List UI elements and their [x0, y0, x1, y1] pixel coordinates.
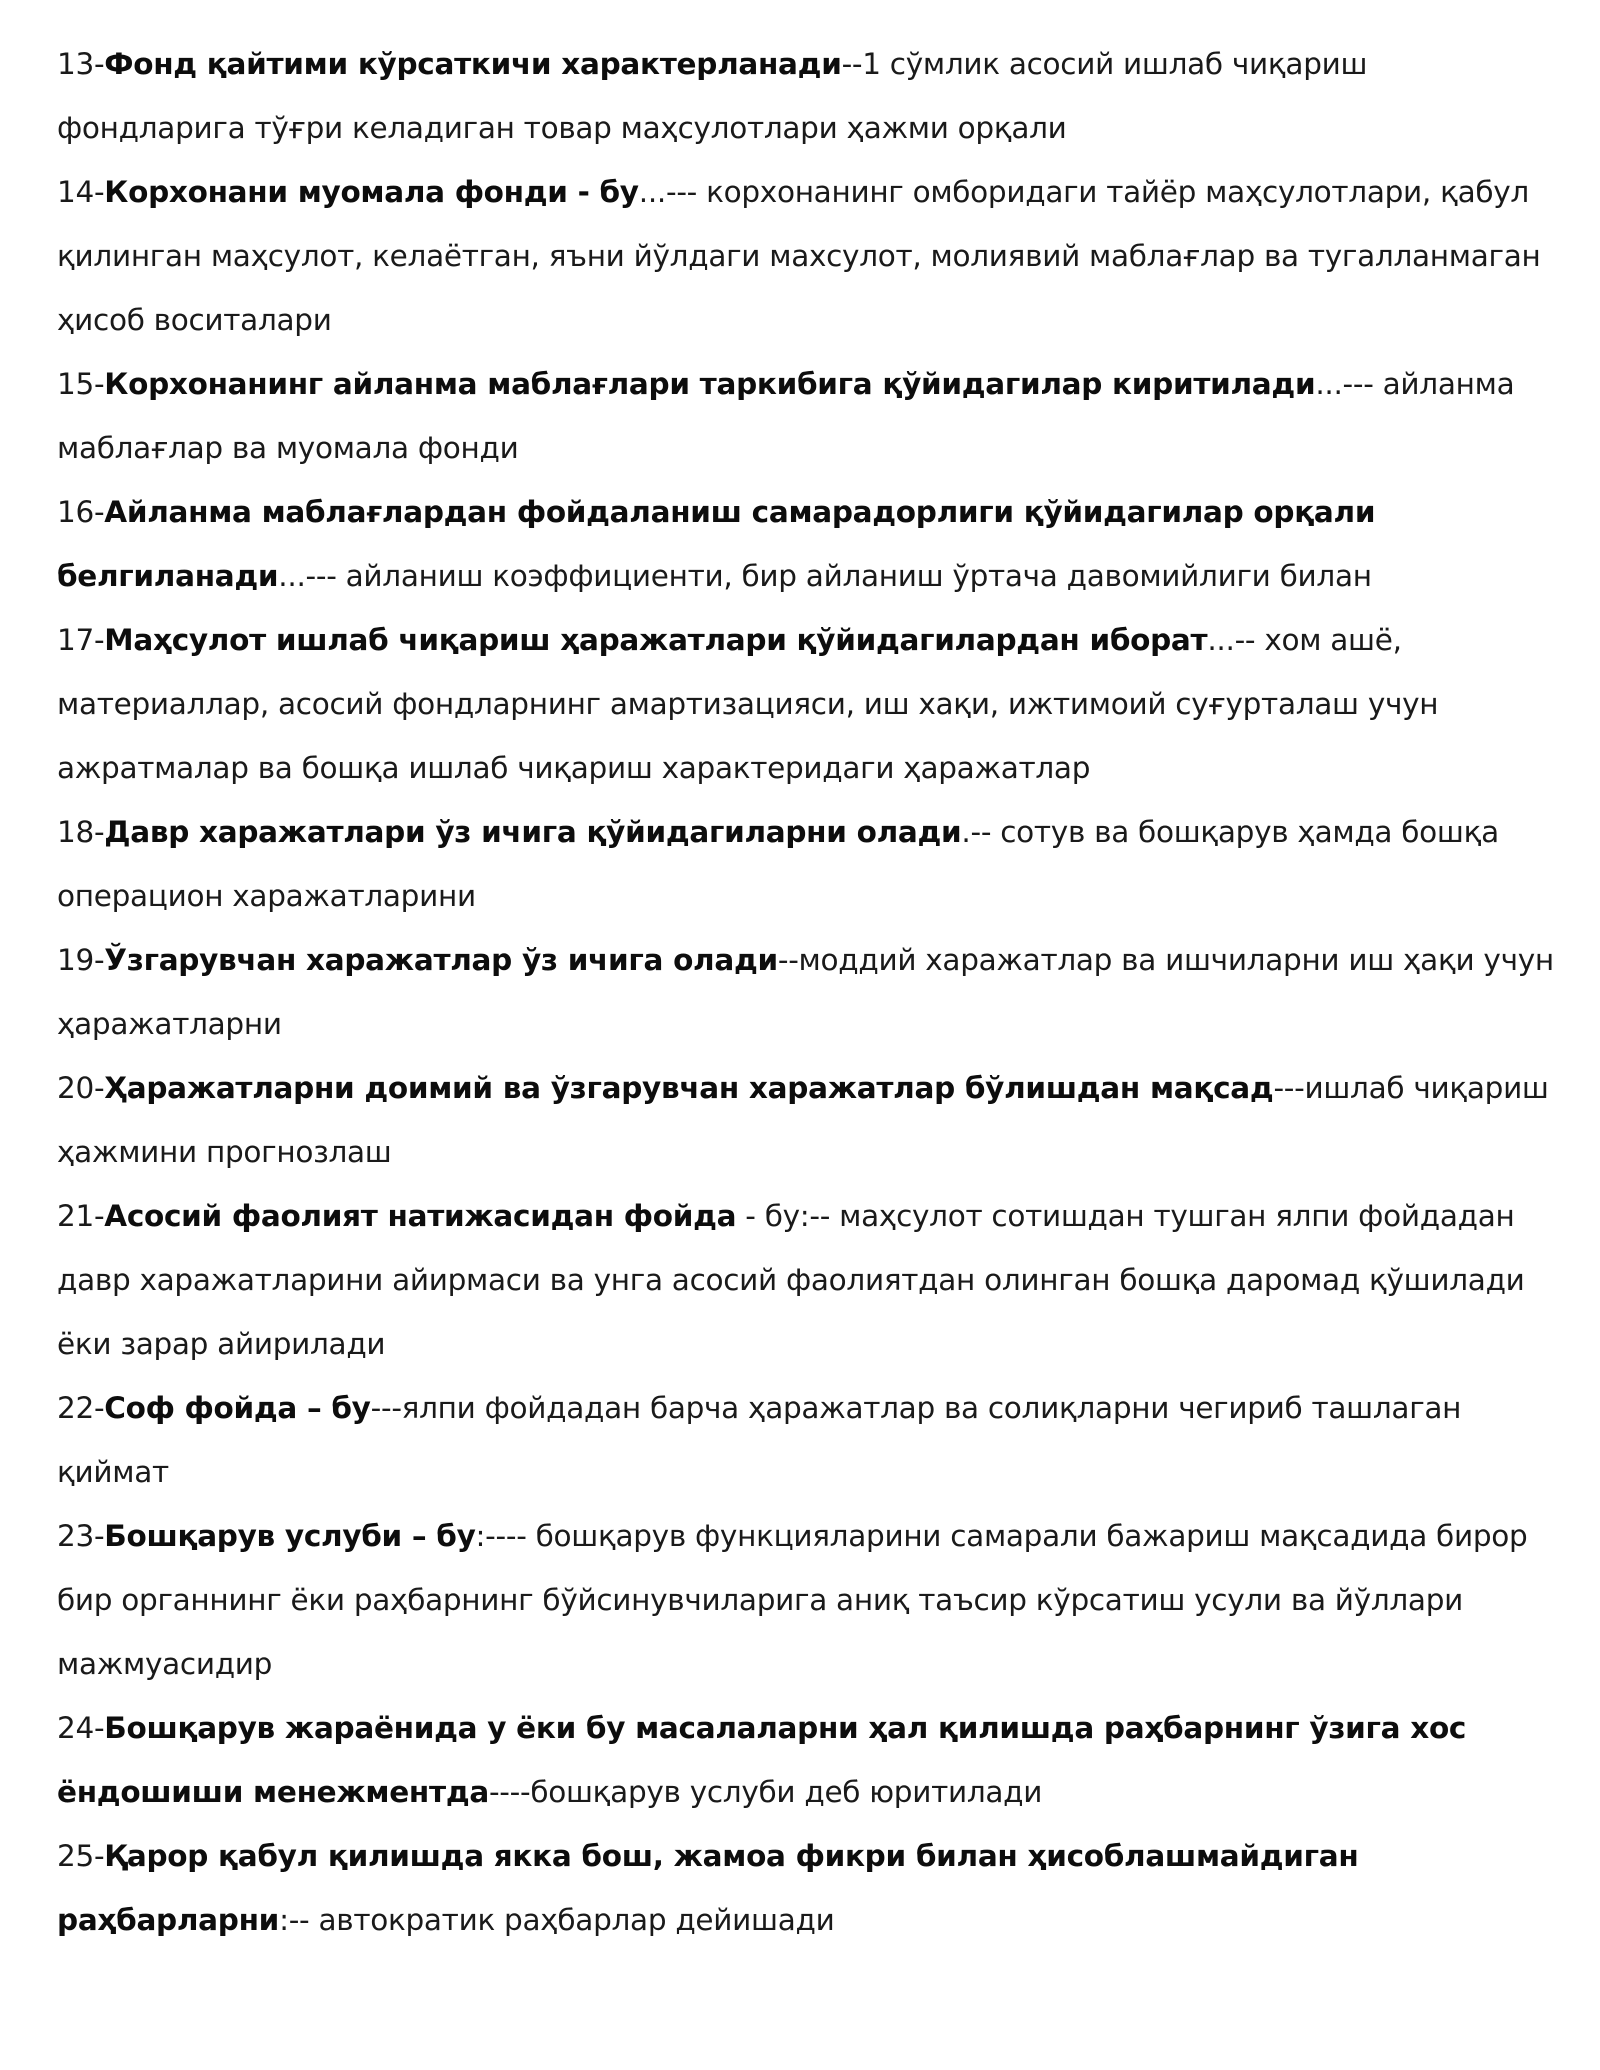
entry-25 — [57, 1824, 1557, 1952]
entry-answer: ...-- хом ашё, материаллар, асосий фондларнинг амартизацияси, иш хақи, ижтимоий суғурталаш учун ажратмалар ва бошқа ишлаб чиқариш характеридаги ҳаражатлар — [57, 623, 1439, 785]
entry-17 — [57, 608, 1557, 800]
entry-18 — [57, 800, 1557, 928]
entry-number: 22- — [57, 1391, 105, 1425]
entry-question: Айланма маблағлардан фойдаланиш самарадорлиги қўйидагилар орқали белгиланади — [57, 495, 1376, 593]
entry-21 — [57, 1184, 1557, 1376]
entry-question: Давр харажатлари ўз ичига қўйидагиларни олади — [104, 815, 962, 849]
entry-question: Қарор қабул қилишда якка бош, жамоа фикри билан ҳисоблашмайдиган раҳбарларни — [57, 1839, 1359, 1937]
entry-number: 21- — [57, 1199, 105, 1233]
entry-answer: .-- сотув ва бошқарув ҳамда бошқа операцион харажатларини — [57, 815, 1499, 913]
entry-number: 18- — [57, 815, 105, 849]
entry-question: Соф фойда – бу — [104, 1391, 371, 1425]
entry-number: 20- — [57, 1071, 105, 1105]
entry-answer: ...--- айланиш коэффициенти, бир айланиш ўртача давомийлиги билан — [278, 559, 1372, 593]
entry-answer: --моддий харажатлар ва ишчиларни иш ҳақи учун ҳаражатларни — [57, 943, 1554, 1041]
entry-16 — [57, 480, 1557, 608]
entry-number: 23- — [57, 1519, 105, 1553]
document-page — [57, 32, 1557, 1952]
entry-answer: --1 сўмлик асосий ишлаб чиқариш фондларига тўғри келадиган товар маҳсулотлари ҳажми орқали — [57, 47, 1368, 145]
entry-22 — [57, 1376, 1557, 1504]
entry-question: Ўзгарувчан харажатлар ўз ичига олади — [104, 943, 778, 977]
entry-24 — [57, 1696, 1557, 1824]
entry-number: 19- — [57, 943, 105, 977]
entry-20 — [57, 1056, 1557, 1184]
entry-number: 14- — [57, 175, 105, 209]
entry-number: 15- — [57, 367, 105, 401]
entry-19 — [57, 928, 1557, 1056]
entry-number: 25- — [57, 1839, 105, 1873]
entry-number: 16- — [57, 495, 105, 529]
entry-question: Асосий фаолият натижасидан фойда — [104, 1199, 737, 1233]
entry-number: 24- — [57, 1711, 105, 1745]
entry-answer: ---ялпи фойдадан барча ҳаражатлар ва солиқларни чегириб ташлаган қиймат — [57, 1391, 1462, 1489]
entry-answer: :-- автократик раҳбарлар дейишади — [279, 1903, 835, 1937]
entry-14 — [57, 160, 1557, 352]
entry-answer: ---ишлаб чиқариш ҳажмини прогнозлаш — [57, 1071, 1549, 1169]
entry-answer: - бу:-- маҳсулот сотишдан тушган ялпи фойдадан давр харажатларини айирмаси ва унга асосий фаолиятдан олинган бошқа даромад қўшилади ёки зарар айирилади — [57, 1199, 1525, 1361]
entry-13 — [57, 32, 1557, 160]
entry-answer: :---- бошқарув функцияларини самарали бажариш мақсадида бирор бир органнинг ёки раҳбарнинг бўйсинувчиларига аниқ таъсир кўрсатиш усули ва йўллари мажмуасидир — [57, 1519, 1528, 1681]
entry-number: 13- — [57, 47, 105, 81]
entry-question: Бошқарув жараёнида у ёки бу масалаларни ҳал қилишда раҳбарнинг ўзига хос ёндошиши менежментда — [57, 1711, 1467, 1809]
entry-question: Корхонани муомала фонди - бу — [104, 175, 639, 209]
entry-15 — [57, 352, 1557, 480]
entry-question: Маҳсулот ишлаб чиқариш ҳаражатлари қўйидагилардан иборат — [104, 623, 1208, 657]
entry-answer: ...--- корхонанинг омборидаги тайёр маҳсулотлари, қабул қилинган маҳсулот, келаётган, яъни йўлдаги махсулот, молиявий маблағлар ва тугалланмаган ҳисоб воситалари — [57, 175, 1541, 337]
entry-question: Фонд қайтими кўрсаткичи характерланади — [104, 47, 842, 81]
entry-question: Корхонанинг айланма маблағлари таркибига қўйидагилар киритилади — [104, 367, 1316, 401]
entry-answer: ----бошқарув услуби деб юритилади — [488, 1775, 1043, 1809]
entry-answer: ...--- айланма маблағлар ва муомала фонди — [57, 367, 1515, 465]
entry-23 — [57, 1504, 1557, 1696]
entry-question: Бошқарув услуби – бу — [104, 1519, 476, 1553]
entry-number: 17- — [57, 623, 105, 657]
entry-question: Ҳаражатларни доимий ва ўзгарувчан харажатлар бўлишдан мақсад — [104, 1071, 1274, 1105]
